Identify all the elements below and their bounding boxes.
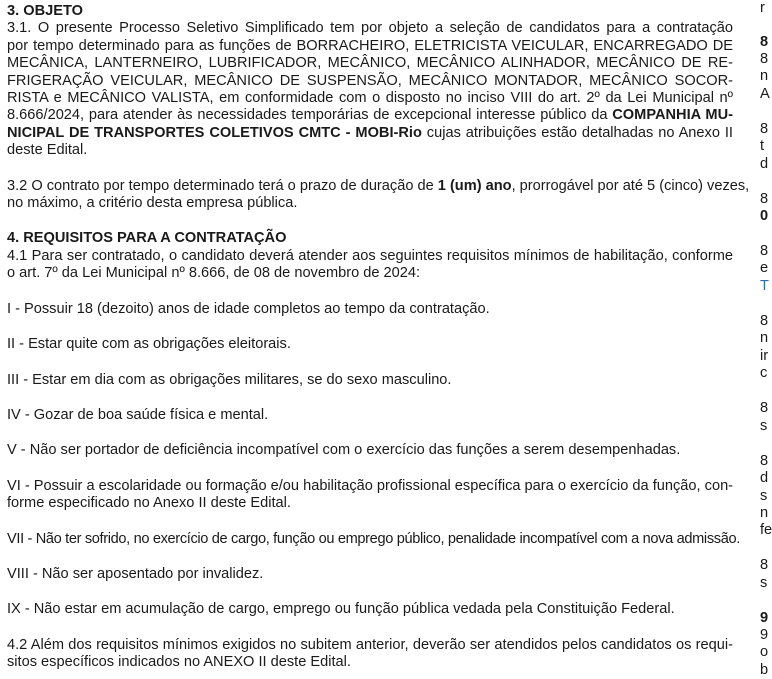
clipped-char: 8 bbox=[760, 191, 769, 207]
text-line: no máximo, a critério desta empresa pública. bbox=[7, 195, 298, 212]
clipped-char: 8 bbox=[760, 51, 769, 67]
requirement-item-vi bbox=[7, 478, 733, 513]
clipped-char: o bbox=[760, 644, 769, 660]
text-run: 8.666/2024, para atender às necessidades temporárias de excepcional interesse público da bbox=[7, 107, 613, 124]
clipped-char: n bbox=[760, 68, 769, 84]
text-run: cujas atribuições estão detalhadas no Anexo II bbox=[421, 124, 733, 141]
text-line: deste Edital. bbox=[7, 142, 88, 159]
paragraph-4-2 bbox=[7, 637, 733, 672]
clipped-char: 0 bbox=[760, 208, 769, 224]
clipped-char: d bbox=[760, 470, 769, 486]
section-3-heading: 3. OBJETO bbox=[7, 3, 83, 19]
text-line: forme especificado no Anexo II deste Edital. bbox=[7, 495, 291, 512]
requirement-item-viii: VIII - Não ser aposentado por invalidez. bbox=[7, 565, 264, 582]
clipped-char: d bbox=[760, 156, 769, 172]
clipped-char: c bbox=[760, 365, 768, 381]
clipped-char: b bbox=[760, 662, 769, 678]
clipped-char: 8 bbox=[760, 313, 769, 329]
clipped-char: A bbox=[760, 86, 770, 102]
requirement-item-v: V - Não ser portador de deficiência incompatível com o exercício das funções a serem desempenhadas. bbox=[7, 442, 681, 459]
text-line: sitos específicos indicados no ANEXO II deste Edital. bbox=[7, 654, 351, 671]
requirement-item-ix: IX - Não estar em acumulação de cargo, emprego ou função pública vedada pela Constituição Federal. bbox=[7, 601, 675, 618]
paragraph-3-1 bbox=[7, 20, 733, 159]
requirement-item-i: I - Possuir 18 (dezoito) anos de idade completos ao tempo da contratação. bbox=[7, 300, 490, 317]
text-line: VI - Possuir a escolaridade ou formação e/ou habilitação profissional específica para o exercício da função, con- bbox=[7, 477, 734, 494]
requirement-item-iii: III - Estar em dia com as obrigações militares, se do sexo masculino. bbox=[7, 371, 452, 388]
text-line bbox=[7, 125, 733, 142]
clipped-char: e bbox=[760, 260, 769, 276]
clipped-char: 8 bbox=[760, 453, 769, 469]
text-line bbox=[7, 107, 733, 124]
clipped-char: n bbox=[760, 330, 769, 346]
text-run: 3.2 O contrato por tempo determinado terá o prazo de duração de bbox=[7, 177, 438, 194]
clipped-char: r bbox=[760, 0, 765, 16]
clipped-char: 9 bbox=[760, 610, 769, 626]
text-line: o art. 7º da Lei Municipal nº 8.666, de 08 de novembro de 2024: bbox=[7, 265, 421, 282]
requirement-item-ii: II - Estar quite com as obrigações eleitorais. bbox=[7, 336, 291, 353]
company-name-part-2: NICIPAL DE TRANSPORTES COLETIVOS CMTC - MOBI-Rio bbox=[7, 124, 422, 141]
requirement-item-iv: IV - Gozar de boa saúde física e mental. bbox=[7, 406, 269, 423]
text-line: 3.1. O presente Processo Seletivo Simplificado tem por objeto a seleção de candidatos para a contratação bbox=[7, 20, 733, 37]
text-line: FRIGERAÇÃO VEICULAR, MECÂNICO DE SUSPENSÃO, MECÂNICO MONTADOR, MECÂNICO SOCOR- bbox=[7, 72, 733, 89]
text-run: , prorrogável por até 5 (cinco) vezes, bbox=[511, 177, 750, 194]
text-line: por tempo determinado para as funções de BORRACHEIRO, ELETRICISTA VEICULAR, ENCARREGADO DE bbox=[7, 37, 733, 54]
section-4-heading: 4. REQUISITOS PARA A CONTRATAÇÃO bbox=[7, 230, 287, 247]
paragraph-4-1 bbox=[7, 248, 733, 283]
text-line: 4.1 Para ser contratado, o candidato deverá atender aos seguintes requisitos mínimos de habilitação, conforme bbox=[7, 247, 733, 264]
clipped-char: s bbox=[760, 488, 768, 504]
clipped-char: s bbox=[760, 575, 768, 591]
clipped-char: t bbox=[760, 138, 765, 154]
document-column bbox=[7, 3, 750, 672]
requirement-item-vii: VII - Não ter sofrido, no exercício de cargo, função ou emprego público, penalidade incompatível com a nova admissão. bbox=[7, 530, 740, 547]
text-line bbox=[7, 177, 750, 195]
adjacent-column-fragment bbox=[760, 0, 772, 678]
paragraph-3-2 bbox=[7, 177, 750, 213]
clipped-char: T bbox=[760, 278, 769, 294]
clipped-char: 9 bbox=[760, 627, 769, 643]
text-line: RISTA e MECÂNICO VALISTA, em conformidade com o disposto no inciso VIII do art. 2º da Lei Municipal nº bbox=[7, 90, 733, 107]
text-line: MECÂNICA, LANTERNEIRO, LUBRIFICADOR, MECÂNICO, MECÂNICO ALINHADOR, MECÂNICO DE RE- bbox=[7, 55, 733, 72]
clipped-char: 8 bbox=[760, 557, 769, 573]
company-name-part-1: COMPANHIA MU- bbox=[612, 107, 733, 124]
clipped-char: 8 bbox=[760, 34, 769, 50]
clipped-char: 8 bbox=[760, 400, 769, 416]
clipped-char: ir bbox=[760, 348, 769, 364]
clipped-char: fe bbox=[760, 522, 772, 538]
clipped-char: n bbox=[760, 505, 769, 521]
clipped-char: 8 bbox=[760, 121, 769, 137]
clipped-char: s bbox=[760, 418, 768, 434]
text-line: 4.2 Além dos requisitos mínimos exigidos no subitem anterior, deverão ser atendidos pelos candidatos os requi- bbox=[7, 636, 733, 653]
clipped-char: 8 bbox=[760, 243, 769, 259]
contract-duration: 1 (um) ano bbox=[437, 177, 512, 194]
